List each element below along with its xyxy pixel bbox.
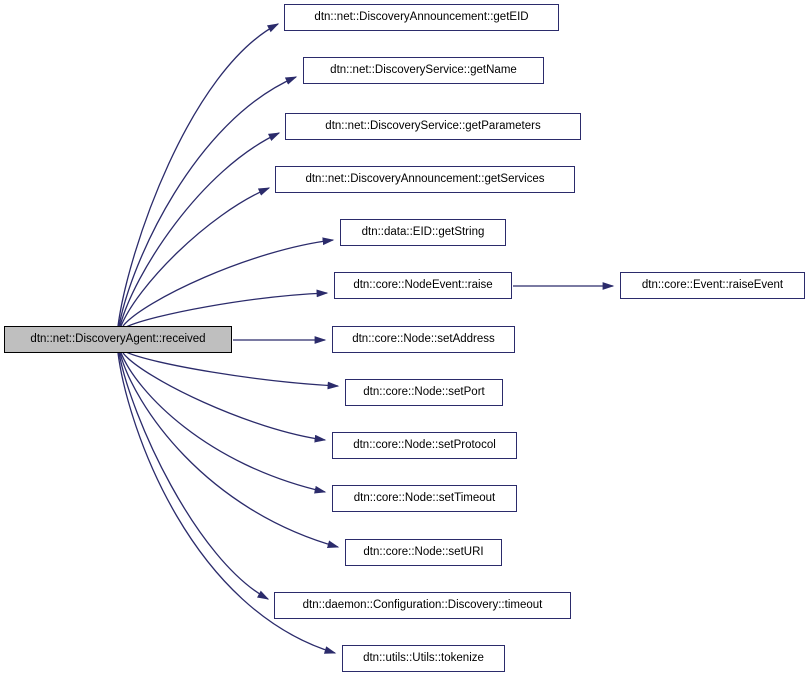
node-node-setport[interactable] xyxy=(345,379,503,406)
edge-root-to-getParameters xyxy=(120,133,279,326)
node-discovery-service-getparameters[interactable] xyxy=(285,113,581,140)
node-label: dtn::net::DiscoveryService::getName xyxy=(330,63,517,76)
node-label: dtn::utils::Utils::tokenize xyxy=(363,651,484,664)
node-label: dtn::core::Node::setPort xyxy=(363,385,485,398)
node-discovery-announcement-getservices[interactable] xyxy=(275,166,575,193)
node-discovery-agent-received[interactable] xyxy=(4,326,232,353)
edge-root-to-raise xyxy=(126,293,327,327)
node-event-raiseevent[interactable] xyxy=(620,272,805,299)
node-utils-tokenize[interactable] xyxy=(342,645,505,672)
node-label: dtn::data::EID::getString xyxy=(361,225,485,238)
edge-root-to-getServices xyxy=(121,188,269,326)
edge-root-to-setProtocol xyxy=(123,353,325,440)
node-node-seturi[interactable] xyxy=(345,539,502,566)
node-discovery-announcement-geteid[interactable] xyxy=(284,4,559,31)
node-label: dtn::core::Node::setProtocol xyxy=(353,438,496,451)
node-eid-getstring[interactable] xyxy=(340,219,506,246)
node-label: dtn::daemon::Configuration::Discovery::timeout xyxy=(302,598,543,611)
node-node-setaddress[interactable] xyxy=(332,326,515,353)
edge-root-to-timeout xyxy=(119,353,268,599)
node-label: dtn::net::DiscoveryAnnouncement::getEID xyxy=(314,10,529,23)
node-configuration-discovery-timeout[interactable] xyxy=(274,592,571,619)
node-node-settimeout[interactable] xyxy=(332,485,517,512)
edge-root-to-setPort xyxy=(126,352,338,386)
node-nodeevent-raise[interactable] xyxy=(334,272,512,299)
node-discovery-service-getname[interactable] xyxy=(303,57,544,84)
node-label: dtn::net::DiscoveryService::getParameters xyxy=(325,119,541,132)
node-label: dtn::core::Node::setAddress xyxy=(352,332,495,345)
node-label: dtn::core::Node::setTimeout xyxy=(353,491,496,504)
node-label: dtn::core::NodeEvent::raise xyxy=(353,278,493,291)
node-label: dtn::core::Event::raiseEvent xyxy=(641,278,784,291)
edge-root-to-getName xyxy=(119,77,296,326)
node-label: dtn::net::DiscoveryAgent::received xyxy=(30,332,206,345)
node-node-setprotocol[interactable] xyxy=(332,432,517,459)
node-label: dtn::net::DiscoveryAnnouncement::getServices xyxy=(305,172,545,185)
node-label: dtn::core::Node::setURI xyxy=(363,545,484,558)
